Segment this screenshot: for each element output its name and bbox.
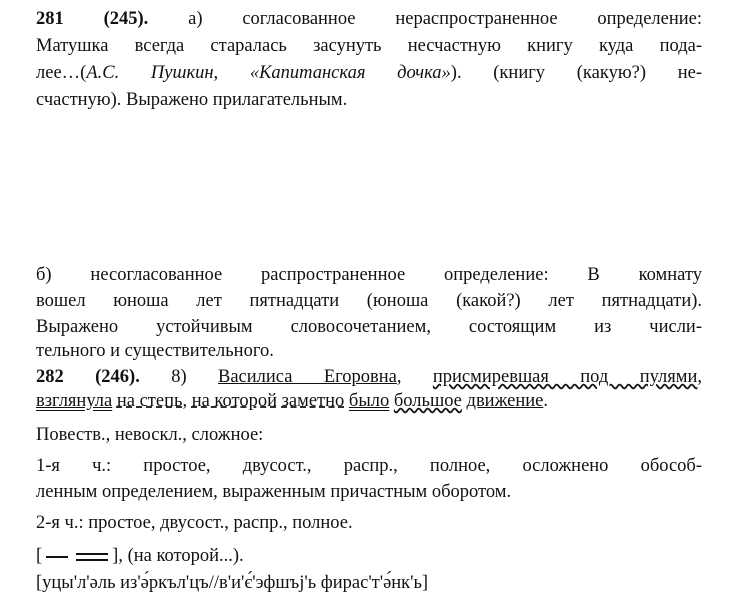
subject-2: движение <box>466 391 544 411</box>
analysis-line-1: Повеств., невоскл., сложное: <box>36 425 264 445</box>
task-281-number: 281 (245). <box>36 9 149 29</box>
subject-line-symbol <box>46 556 68 558</box>
subject: Василиса Егоровна <box>218 367 397 387</box>
task-282-line-1: 282 (246). 8) Василиса Егоровна, присмиревшая под пулями, <box>36 367 703 387</box>
participial-phrase: присмиревшая под пулями <box>432 367 698 387</box>
part-1-line-1: 1-я ч.: простое, двусост., распр., полное, осложнено обособ- <box>36 456 702 476</box>
attribute: большое <box>393 391 462 411</box>
sentence-scheme: [ ], (на которой...). <box>36 546 244 566</box>
task-281-b-line-3: Выражено устойчивым словосочетанием, состоящим из числи- <box>36 317 702 337</box>
task-281-b-line-1: б) несогласованное распространенное определение: В комнату <box>36 265 702 285</box>
part-1-line-2: ленным определением, выраженным причастным оборотом. <box>36 482 512 502</box>
adverbial-2: на которой <box>191 391 277 411</box>
task-282-line-2: взглянула на степь, на которой заметно было большое движение. <box>36 391 548 411</box>
part-2-line: 2-я ч.: простое, двусост., распр., полное. <box>36 513 353 533</box>
task-281-line-4: счастную). Выражено прилагательным. <box>36 90 348 110</box>
predicate: взглянула <box>36 391 113 411</box>
author-citation: А.С. Пушкин, «Капитанская дочка» <box>86 63 451 83</box>
predicate-2: было <box>348 391 390 411</box>
phonetic-transcription: [уцы'л'ǝль из'ǝ́ркъл'цъ//в'и'є́'эфшъј'ь фирас'т'ǝ́нк'ь] <box>36 573 429 593</box>
task-281-line-1: 281 (245). а) согласованное нераспространенное определение: <box>36 9 702 29</box>
adverbial: на степь <box>116 391 183 411</box>
predicate-line-symbol <box>76 553 108 561</box>
task-281-b-line-2: вошел юноша лет пятнадцати (юноша (какой?) лет пятнадцати). <box>36 291 702 311</box>
task-281-line-3: лее…(А.С. Пушкин, «Капитанская дочка»). (книгу (какую?) не- <box>36 63 702 83</box>
adverbial-3: заметно <box>281 391 345 411</box>
task-281-line-2: Матушка всегда старалась засунуть несчастную книгу куда пода- <box>36 36 702 56</box>
task-282-number: 282 (246). <box>36 367 140 387</box>
task-281-b-line-4: тельного и существительного. <box>36 341 274 361</box>
